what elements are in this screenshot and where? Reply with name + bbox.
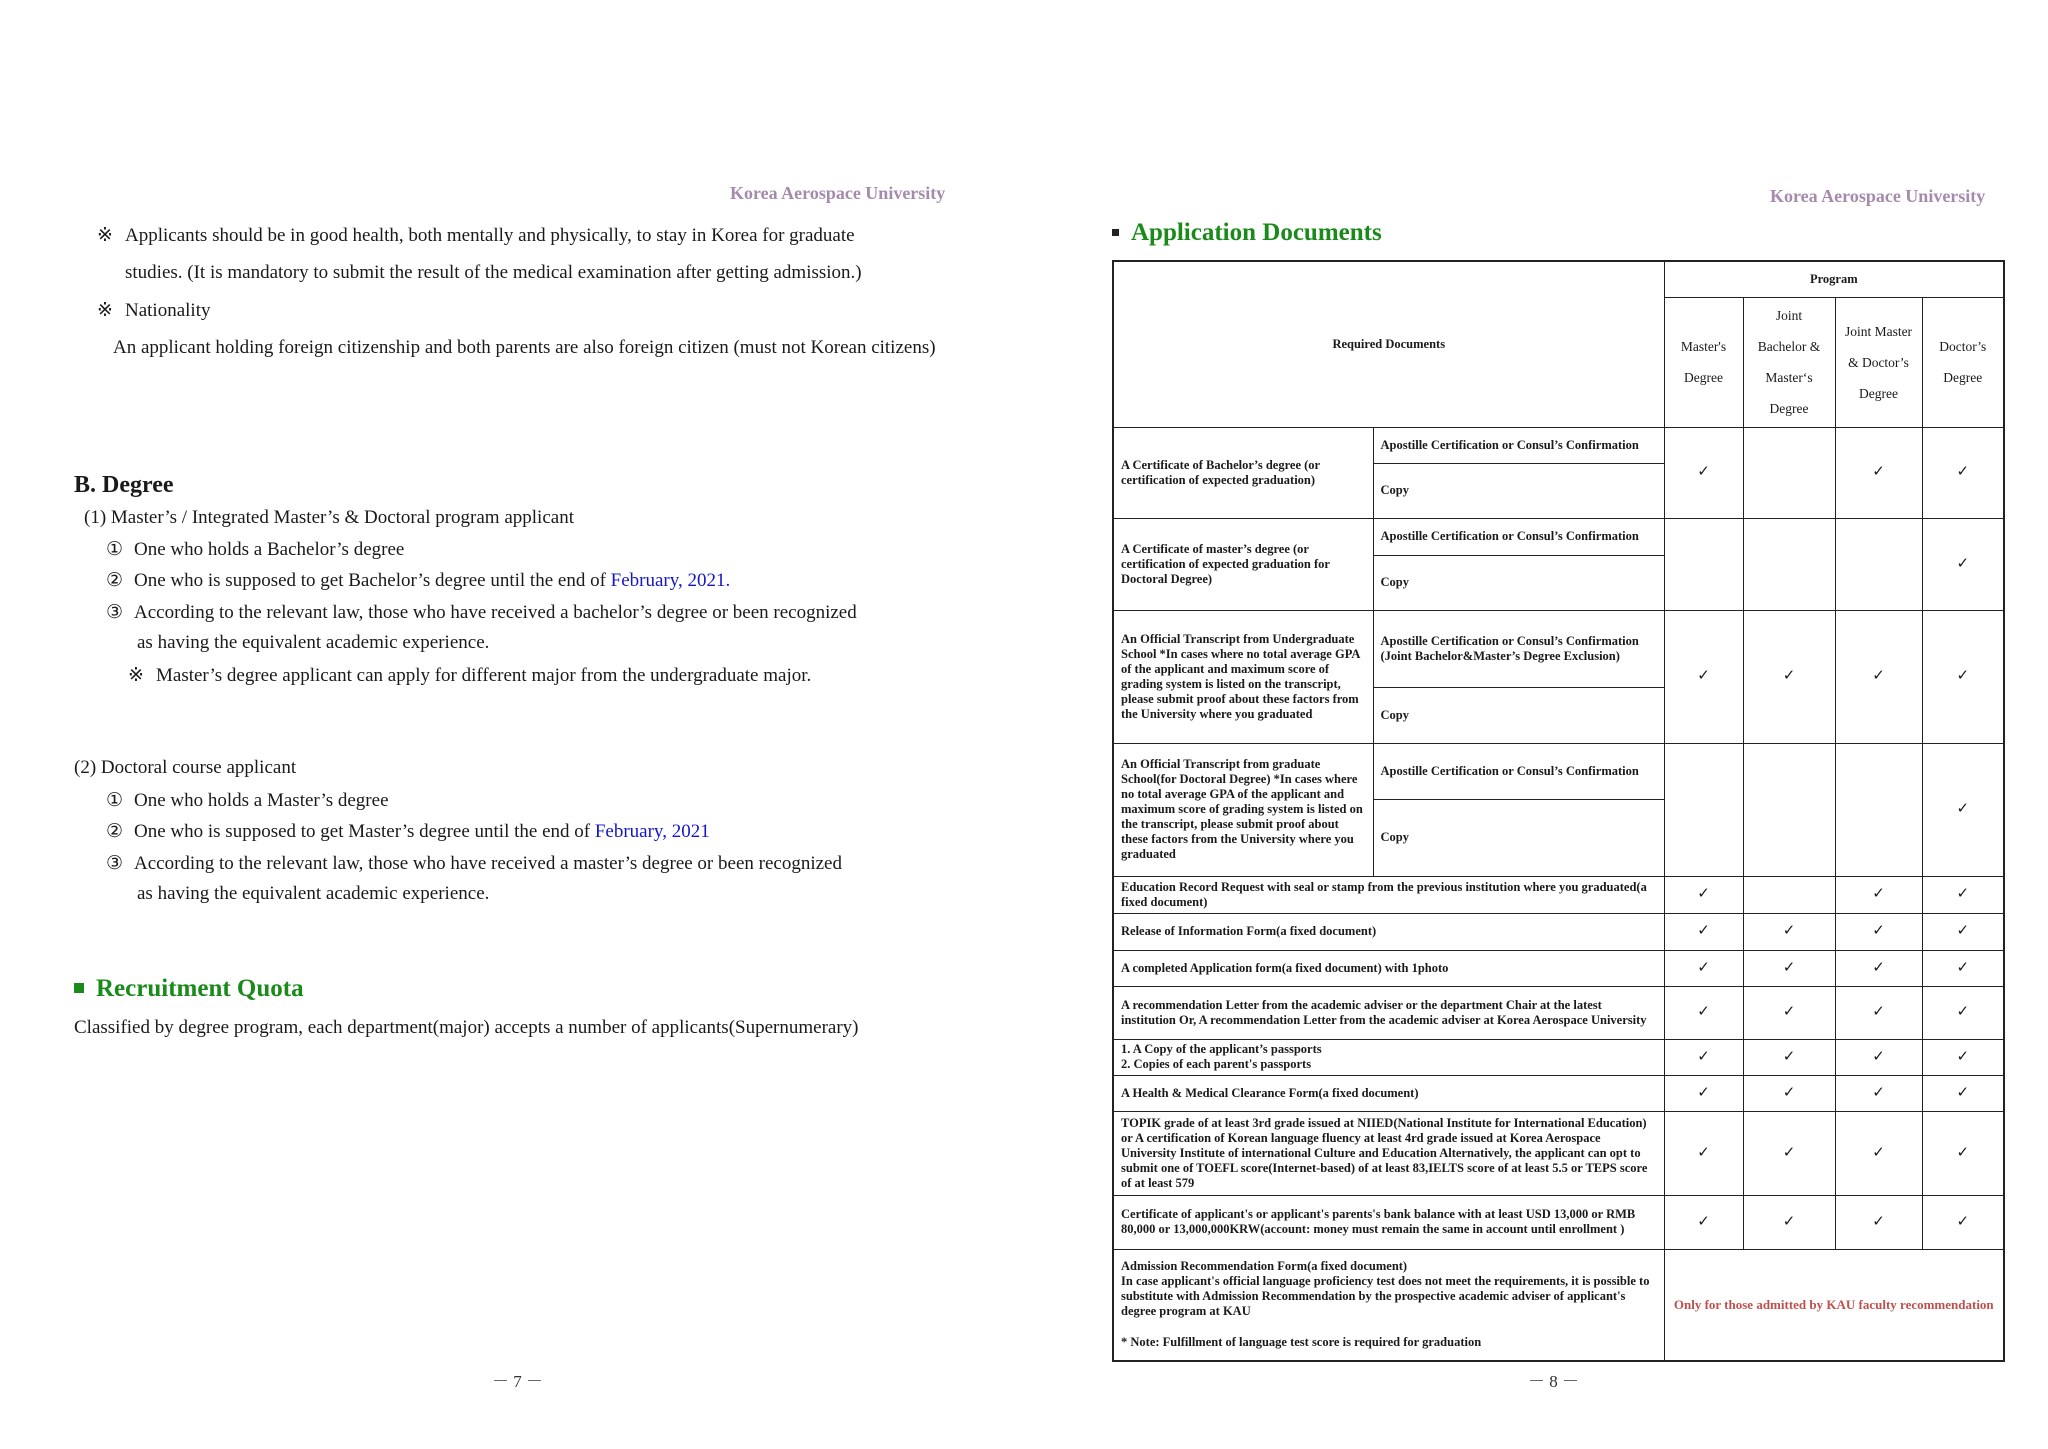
row-label: A completed Application form(a fixed document) with 1photo [1113, 950, 1664, 986]
check-icon: ✓ [1743, 610, 1835, 743]
row-label: A recommendation Letter from the academic adviser or the department Chair at the latest institution Or, A recommendation Letter from the academic adviser at Korea Aerospace University [1113, 986, 1664, 1039]
doctoral-item-2: ② One who is supposed to get Master’s degree until the end of February, 2021 [106, 821, 710, 842]
check-icon: ✓ [1835, 876, 1922, 913]
row-label: Admission Recommendation Form(a fixed document) In case applicant's official language proficiency test does not meet the requirements, it is possible to substitute with Admission Recommendation by the prospective academic adviser of applicant's degree program at KAU * Note: Fulfillment of language test score is required for graduation [1113, 1249, 1664, 1361]
apostille-cell: Apostille Certification or Consul’s Confirmation [1373, 743, 1664, 799]
row-label: A Certificate of Bachelor’s degree (or certification of expected graduation) [1113, 427, 1373, 518]
doctoral-item-3: ③ According to the relevant law, those who have received a master’s degree or been recognized [106, 853, 842, 874]
row-label: TOPIK grade of at least 3rd grade issued at NIIED(National Institute for International Education) or A certification of Korean language fluency at least 4rd grade issued at Korea Aerospace University Institute of international Culture and Education Alternatively, the applicant can opt to submit one of TOEFL score(Internet-based) of at least 83,IELTS score of at least 5.5 or TEPS score of at least 579 [1113, 1111, 1664, 1195]
copy-cell: Copy [1373, 687, 1664, 743]
reference-mark: ※ [128, 665, 144, 686]
table-row [1113, 743, 2004, 799]
quota-title: Recruitment Quota [74, 975, 304, 1003]
check-icon: ✓ [1835, 950, 1922, 986]
nationality-label: ※ Nationality [97, 300, 211, 321]
square-bullet-icon [74, 983, 84, 993]
check-icon: ✓ [1835, 427, 1922, 518]
nationality-text: An applicant holding foreign citizenship and both parents are also foreign citizen (must not Korean citizens) [113, 337, 936, 358]
check-icon: ✓ [1922, 913, 2004, 950]
check-icon: ✓ [1922, 1075, 2004, 1111]
check-icon: ✓ [1922, 427, 2004, 518]
check-icon: ✓ [1664, 1039, 1743, 1075]
check-icon: ✓ [1922, 950, 2004, 986]
table-row [1113, 986, 2004, 1039]
check-icon: ✓ [1835, 1075, 1922, 1111]
empty-cell [1835, 518, 1922, 610]
check-icon: ✓ [1835, 913, 1922, 950]
masters-item-3-cont: as having the equivalent academic experience. [137, 632, 490, 653]
row-label: An Official Transcript from Undergraduate School *In cases where no total average GPA of the applicant and maximum score of grading system is listed on the transcript, please submit proof about these factors from the University where you graduated [1113, 610, 1373, 743]
col-doctor: Doctor’s Degree [1922, 297, 2004, 427]
empty-cell [1743, 427, 1835, 518]
check-icon: ✓ [1922, 743, 2004, 876]
page-header: Korea Aerospace University [1770, 186, 1986, 206]
masters-item-2: ② One who is supposed to get Bachelor’s degree until the end of February, 2021. [106, 570, 731, 591]
table-row [1113, 610, 2004, 687]
masters-item-1: ① One who holds a Bachelor’s degree [106, 539, 405, 560]
language-note: * Note: Fulfillment of language test score is required for graduation [1121, 1335, 1482, 1350]
table-row [1113, 1111, 2004, 1195]
check-icon: ✓ [1664, 913, 1743, 950]
row-label: Certificate of applicant's or applicant's parents's bank balance with at least USD 13,000 or RMB 80,000 or 13,000,000KRW(account: money must remain the same in account until enrollment ) [1113, 1195, 1664, 1249]
doctoral-item-1: ① One who holds a Master’s degree [106, 790, 389, 811]
deadline-date: February, 2021 [594, 821, 710, 842]
check-icon: ✓ [1922, 610, 2004, 743]
table-row [1113, 876, 2004, 913]
copy-cell: Copy [1373, 799, 1664, 876]
check-icon: ✓ [1835, 1039, 1922, 1075]
row-label: Education Record Request with seal or stamp from the previous institution where you graduated(a fixed document) [1113, 876, 1664, 913]
table-row [1113, 427, 2004, 463]
application-documents-title: Application Documents [1112, 219, 1382, 247]
check-icon: ✓ [1743, 1039, 1835, 1075]
faculty-recommendation-note: Only for those admitted by KAU faculty recommendation [1664, 1249, 2004, 1361]
health-note: ※ Applicants should be in good health, both mentally and physically, to stay in Korea for graduate [97, 225, 855, 246]
check-icon: ✓ [1922, 1195, 2004, 1249]
check-icon: ✓ [1743, 913, 1835, 950]
check-icon: ✓ [1743, 986, 1835, 1039]
empty-cell [1835, 743, 1922, 876]
reference-mark: ※ [97, 225, 113, 246]
page-header: Korea Aerospace University [730, 183, 946, 203]
check-icon: ✓ [1922, 1111, 2004, 1195]
check-icon: ✓ [1922, 1039, 2004, 1075]
doctoral-heading: (2) Doctoral course applicant [74, 757, 297, 778]
check-icon: ✓ [1835, 1195, 1922, 1249]
table-row [1113, 950, 2004, 986]
empty-cell [1743, 876, 1835, 913]
check-icon: ✓ [1664, 427, 1743, 518]
row-label: Release of Information Form(a fixed document) [1113, 913, 1664, 950]
degree-title: B. Degree [74, 472, 174, 498]
apostille-cell: Apostille Certification or Consul’s Confirmation [1373, 427, 1664, 463]
masters-heading: (1) Master’s / Integrated Master’s & Doctoral program applicant [84, 507, 574, 528]
check-icon: ✓ [1664, 986, 1743, 1039]
check-icon: ✓ [1664, 610, 1743, 743]
check-icon: ✓ [1743, 950, 1835, 986]
check-icon: ✓ [1664, 1195, 1743, 1249]
table-row [1113, 1249, 2004, 1361]
masters-note: ※ Master’s degree applicant can apply for different major from the undergraduate major. [128, 665, 812, 686]
check-icon: ✓ [1835, 1111, 1922, 1195]
col-joint-bachelor-masters: Joint Bachelor & Master‘s Degree [1743, 297, 1835, 427]
check-icon: ✓ [1664, 1075, 1743, 1111]
check-icon: ✓ [1664, 876, 1743, 913]
empty-cell [1743, 518, 1835, 610]
page-number: － 8 － [1528, 1372, 1579, 1391]
reference-mark: ※ [97, 300, 113, 321]
square-bullet-icon [1112, 229, 1119, 236]
check-icon: ✓ [1922, 876, 2004, 913]
check-icon: ✓ [1922, 518, 2004, 610]
table-row [1113, 518, 2004, 555]
apostille-cell: Apostille Certification or Consul’s Confirmation [1373, 518, 1664, 555]
required-documents-header: Required Documents [1113, 261, 1664, 427]
check-icon: ✓ [1922, 986, 2004, 1039]
deadline-date: February, 2021. [610, 570, 731, 591]
row-label: 1. A Copy of the applicant’s passports 2. Copies of each parent's passports [1113, 1039, 1664, 1075]
check-icon: ✓ [1664, 1111, 1743, 1195]
table-row [1113, 1195, 2004, 1249]
empty-cell [1664, 743, 1743, 876]
col-masters: Master's Degree [1664, 297, 1743, 427]
empty-cell [1743, 743, 1835, 876]
row-label: An Official Transcript from graduate School(for Doctoral Degree) *In cases where no total average GPA of the applicant and maximum score of grading system is listed on the transcript, please submit proof about these factors from the University where you graduated [1113, 743, 1373, 876]
empty-cell [1664, 518, 1743, 610]
check-icon: ✓ [1664, 950, 1743, 986]
check-icon: ✓ [1743, 1195, 1835, 1249]
health-note-cont: studies. (It is mandatory to submit the result of the medical examination after getting admission.) [125, 262, 862, 283]
copy-cell: Copy [1373, 555, 1664, 610]
table-row [1113, 1075, 2004, 1111]
page-number: － 7 － [492, 1372, 543, 1391]
check-icon: ✓ [1835, 610, 1922, 743]
check-icon: ✓ [1835, 986, 1922, 1039]
table-row [1113, 913, 2004, 950]
masters-item-3: ③ According to the relevant law, those who have received a bachelor’s degree or been recognized [106, 602, 857, 623]
doctoral-item-3-cont: as having the equivalent academic experience. [137, 883, 490, 904]
table-row [1113, 1039, 2004, 1075]
application-documents-table [1112, 260, 2005, 1362]
apostille-cell: Apostille Certification or Consul’s Confirmation (Joint Bachelor&Master’s Degree Exclusion) [1373, 610, 1664, 687]
row-label: A Certificate of master’s degree (or certification of expected graduation for Doctoral Degree) [1113, 518, 1373, 610]
check-icon: ✓ [1743, 1075, 1835, 1111]
program-header: Program [1664, 261, 2004, 297]
col-joint-master-doctor: Joint Master & Doctor’s Degree [1835, 297, 1922, 427]
check-icon: ✓ [1743, 1111, 1835, 1195]
copy-cell: Copy [1373, 463, 1664, 518]
row-label: A Health & Medical Clearance Form(a fixed document) [1113, 1075, 1664, 1111]
quota-text: Classified by degree program, each department(major) accepts a number of applicants(Supernumerary) [74, 1017, 859, 1038]
